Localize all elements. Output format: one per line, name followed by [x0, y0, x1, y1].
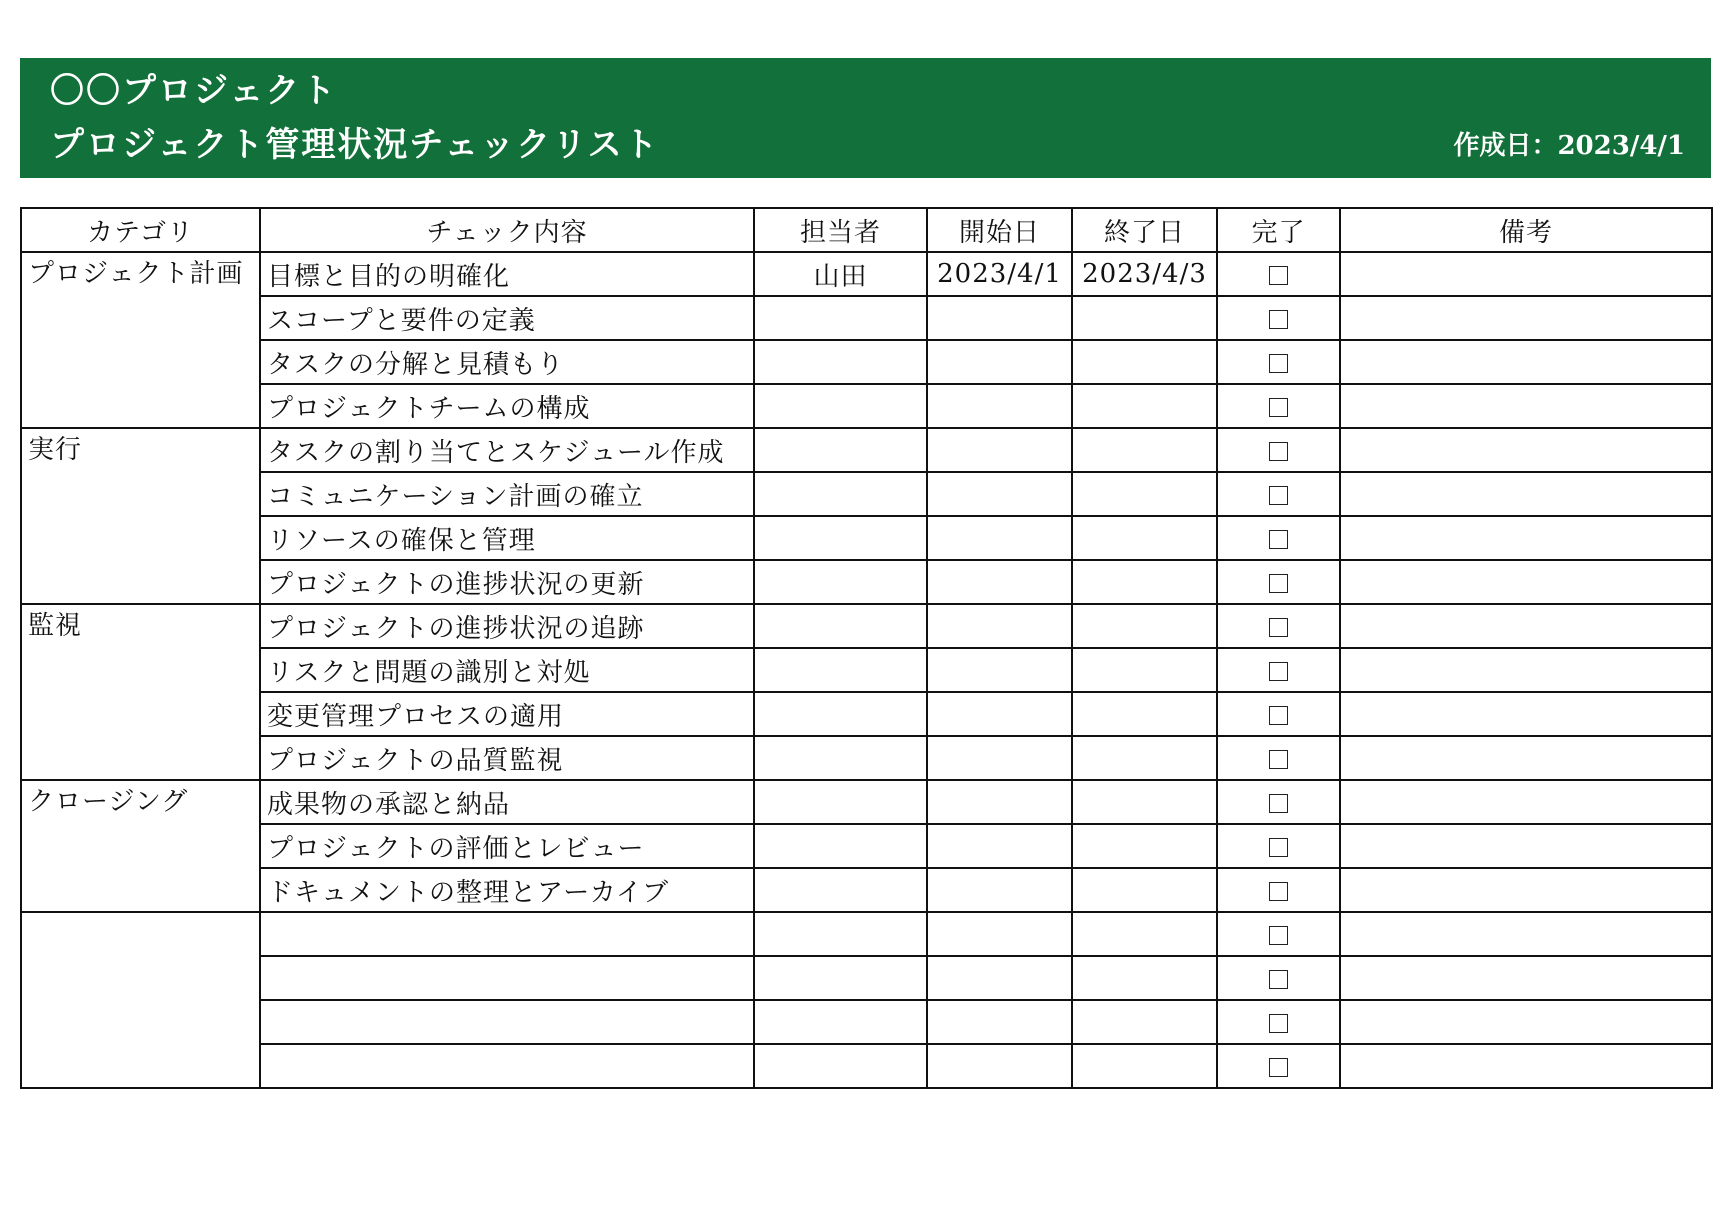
done-checkbox[interactable]	[1269, 574, 1288, 593]
start-date-cell[interactable]	[927, 692, 1072, 736]
notes-cell[interactable]	[1340, 1000, 1712, 1044]
check-item-cell[interactable]: リスクと問題の識別と対処	[260, 648, 754, 692]
table-row	[21, 648, 1712, 692]
done-cell	[1217, 648, 1340, 692]
done-checkbox[interactable]	[1269, 398, 1288, 417]
owner-cell[interactable]	[754, 868, 927, 912]
owner-cell[interactable]	[754, 692, 927, 736]
done-checkbox[interactable]	[1269, 794, 1288, 813]
category-cell: プロジェクト計画	[21, 252, 260, 428]
table-row	[21, 912, 1712, 956]
table-row	[21, 252, 1712, 296]
done-cell	[1217, 956, 1340, 1000]
done-cell	[1217, 472, 1340, 516]
done-checkbox[interactable]	[1269, 618, 1288, 637]
owner-cell[interactable]	[754, 472, 927, 516]
done-cell	[1217, 252, 1340, 296]
done-cell	[1217, 516, 1340, 560]
header-banner	[20, 58, 1711, 178]
table-row	[21, 604, 1712, 648]
end-date-cell[interactable]	[1072, 1000, 1217, 1044]
owner-cell[interactable]	[754, 1000, 927, 1044]
column-header-owner: 担当者	[754, 208, 927, 252]
start-date-cell[interactable]	[927, 780, 1072, 824]
notes-cell[interactable]	[1340, 384, 1712, 428]
end-date-cell[interactable]	[1072, 824, 1217, 868]
start-date-cell[interactable]	[927, 736, 1072, 780]
done-cell	[1217, 736, 1340, 780]
column-header-notes: 備考	[1340, 208, 1712, 252]
notes-cell[interactable]	[1340, 868, 1712, 912]
table-row	[21, 384, 1712, 428]
check-item-cell[interactable]: リソースの確保と管理	[260, 516, 754, 560]
start-date-cell[interactable]	[927, 472, 1072, 516]
table-row	[21, 1044, 1712, 1088]
column-header-check-item: チェック内容	[260, 208, 754, 252]
table-row	[21, 956, 1712, 1000]
notes-cell[interactable]	[1340, 956, 1712, 1000]
check-item-cell[interactable]: タスクの分解と見積もり	[260, 340, 754, 384]
start-date-cell[interactable]	[927, 604, 1072, 648]
notes-cell[interactable]	[1340, 1044, 1712, 1088]
table-row	[21, 692, 1712, 736]
check-item-cell[interactable]: プロジェクトチームの構成	[260, 384, 754, 428]
done-cell	[1217, 296, 1340, 340]
check-item-cell[interactable]: タスクの割り当てとスケジュール作成	[260, 428, 754, 472]
owner-cell[interactable]	[754, 296, 927, 340]
end-date-cell[interactable]	[1072, 692, 1217, 736]
done-cell	[1217, 1044, 1340, 1088]
checklist-table	[20, 207, 1713, 1089]
check-item-cell[interactable]: スコープと要件の定義	[260, 296, 754, 340]
column-header-end-date: 終了日	[1072, 208, 1217, 252]
notes-cell[interactable]	[1340, 472, 1712, 516]
done-cell	[1217, 604, 1340, 648]
notes-cell[interactable]	[1340, 780, 1712, 824]
end-date-cell[interactable]	[1072, 340, 1217, 384]
category-cell: クロージング	[21, 780, 260, 912]
project-name: 〇〇プロジェクト	[50, 71, 338, 111]
check-item-cell[interactable]: プロジェクトの進捗状況の追跡	[260, 604, 754, 648]
done-cell	[1217, 912, 1340, 956]
done-cell	[1217, 340, 1340, 384]
end-date-cell[interactable]	[1072, 1044, 1217, 1088]
done-cell	[1217, 868, 1340, 912]
done-cell	[1217, 824, 1340, 868]
document-title: プロジェクト管理状況チェックリスト	[50, 125, 660, 165]
check-item-cell[interactable]	[260, 912, 754, 956]
end-date-cell[interactable]	[1072, 428, 1217, 472]
done-checkbox[interactable]	[1269, 750, 1288, 769]
done-cell	[1217, 1000, 1340, 1044]
start-date-cell[interactable]	[927, 1000, 1072, 1044]
check-item-cell[interactable]	[260, 1044, 754, 1088]
column-header-start-date: 開始日	[927, 208, 1072, 252]
done-cell	[1217, 560, 1340, 604]
end-date-cell[interactable]	[1072, 384, 1217, 428]
table-row	[21, 296, 1712, 340]
done-checkbox[interactable]	[1269, 1058, 1288, 1077]
end-date-cell[interactable]	[1072, 956, 1217, 1000]
table-row	[21, 868, 1712, 912]
start-date-cell[interactable]	[927, 1044, 1072, 1088]
notes-cell[interactable]	[1340, 604, 1712, 648]
done-checkbox[interactable]	[1269, 662, 1288, 681]
done-checkbox[interactable]	[1269, 838, 1288, 857]
owner-cell[interactable]	[754, 340, 927, 384]
owner-cell[interactable]	[754, 780, 927, 824]
notes-cell[interactable]	[1340, 736, 1712, 780]
table-row	[21, 824, 1712, 868]
end-date-cell[interactable]	[1072, 604, 1217, 648]
end-date-cell[interactable]	[1072, 912, 1217, 956]
notes-cell[interactable]	[1340, 692, 1712, 736]
start-date-cell[interactable]	[927, 648, 1072, 692]
check-item-cell[interactable]: コミュニケーション計画の確立	[260, 472, 754, 516]
notes-cell[interactable]	[1340, 252, 1712, 296]
start-date-cell[interactable]	[927, 516, 1072, 560]
header-row	[21, 208, 1712, 252]
column-header-category: カテゴリ	[21, 208, 260, 252]
done-cell	[1217, 384, 1340, 428]
owner-cell[interactable]	[754, 824, 927, 868]
check-item-cell[interactable]: 目標と目的の明確化	[260, 252, 754, 296]
created-label: 作成日：	[1453, 131, 1558, 161]
start-date-cell[interactable]	[927, 824, 1072, 868]
column-header-done: 完了	[1217, 208, 1340, 252]
check-item-cell[interactable]: プロジェクトの品質監視	[260, 736, 754, 780]
table-row	[21, 472, 1712, 516]
owner-cell[interactable]	[754, 384, 927, 428]
end-date-cell[interactable]	[1072, 296, 1217, 340]
table-row	[21, 340, 1712, 384]
done-checkbox[interactable]	[1269, 706, 1288, 725]
owner-cell[interactable]	[754, 956, 927, 1000]
table-row	[21, 516, 1712, 560]
done-checkbox[interactable]	[1269, 926, 1288, 945]
start-date-cell[interactable]	[927, 296, 1072, 340]
check-item-cell[interactable]: 成果物の承認と納品	[260, 780, 754, 824]
check-item-cell[interactable]: ドキュメントの整理とアーカイブ	[260, 868, 754, 912]
owner-cell[interactable]	[754, 604, 927, 648]
check-item-cell[interactable]: プロジェクトの評価とレビュー	[260, 824, 754, 868]
created-date	[1453, 126, 1685, 166]
category-cell	[21, 912, 260, 1088]
table-row	[21, 428, 1712, 472]
notes-cell[interactable]	[1340, 340, 1712, 384]
start-date-cell[interactable]	[927, 956, 1072, 1000]
notes-cell[interactable]	[1340, 560, 1712, 604]
done-cell	[1217, 780, 1340, 824]
table-row	[21, 780, 1712, 824]
start-date-cell[interactable]	[927, 912, 1072, 956]
notes-cell[interactable]	[1340, 912, 1712, 956]
done-checkbox[interactable]	[1269, 530, 1288, 549]
owner-cell[interactable]	[754, 516, 927, 560]
checklist-body	[21, 252, 1712, 1088]
start-date-cell[interactable]: 2023/4/1	[927, 252, 1072, 296]
notes-cell[interactable]	[1340, 296, 1712, 340]
owner-cell[interactable]: 山田	[754, 252, 927, 296]
end-date-cell[interactable]	[1072, 868, 1217, 912]
end-date-cell[interactable]	[1072, 736, 1217, 780]
notes-cell[interactable]	[1340, 648, 1712, 692]
done-checkbox[interactable]	[1269, 970, 1288, 989]
end-date-cell[interactable]	[1072, 560, 1217, 604]
done-checkbox[interactable]	[1269, 882, 1288, 901]
end-date-cell[interactable]	[1072, 472, 1217, 516]
check-item-cell[interactable]: プロジェクトの進捗状況の更新	[260, 560, 754, 604]
done-checkbox[interactable]	[1269, 354, 1288, 373]
check-item-cell[interactable]	[260, 956, 754, 1000]
done-checkbox[interactable]	[1269, 310, 1288, 329]
end-date-cell[interactable]	[1072, 780, 1217, 824]
done-checkbox[interactable]	[1269, 1014, 1288, 1033]
notes-cell[interactable]	[1340, 824, 1712, 868]
category-cell: 実行	[21, 428, 260, 604]
start-date-cell[interactable]	[927, 868, 1072, 912]
done-checkbox[interactable]	[1269, 486, 1288, 505]
check-item-cell[interactable]: 変更管理プロセスの適用	[260, 692, 754, 736]
owner-cell[interactable]	[754, 428, 927, 472]
table-row	[21, 736, 1712, 780]
done-cell	[1217, 692, 1340, 736]
created-date-value: 2023/4/1	[1557, 131, 1685, 161]
notes-cell[interactable]	[1340, 516, 1712, 560]
owner-cell[interactable]	[754, 912, 927, 956]
start-date-cell[interactable]	[927, 340, 1072, 384]
end-date-cell[interactable]	[1072, 648, 1217, 692]
owner-cell[interactable]	[754, 1044, 927, 1088]
owner-cell[interactable]	[754, 648, 927, 692]
owner-cell[interactable]	[754, 560, 927, 604]
check-item-cell[interactable]	[260, 1000, 754, 1044]
notes-cell[interactable]	[1340, 428, 1712, 472]
end-date-cell[interactable]	[1072, 516, 1217, 560]
done-checkbox[interactable]	[1269, 266, 1288, 285]
end-date-cell[interactable]: 2023/4/3	[1072, 252, 1217, 296]
start-date-cell[interactable]	[927, 560, 1072, 604]
category-cell: 監視	[21, 604, 260, 780]
table-row	[21, 1000, 1712, 1044]
table-row	[21, 560, 1712, 604]
owner-cell[interactable]	[754, 736, 927, 780]
done-checkbox[interactable]	[1269, 442, 1288, 461]
start-date-cell[interactable]	[927, 428, 1072, 472]
start-date-cell[interactable]	[927, 384, 1072, 428]
done-cell	[1217, 428, 1340, 472]
